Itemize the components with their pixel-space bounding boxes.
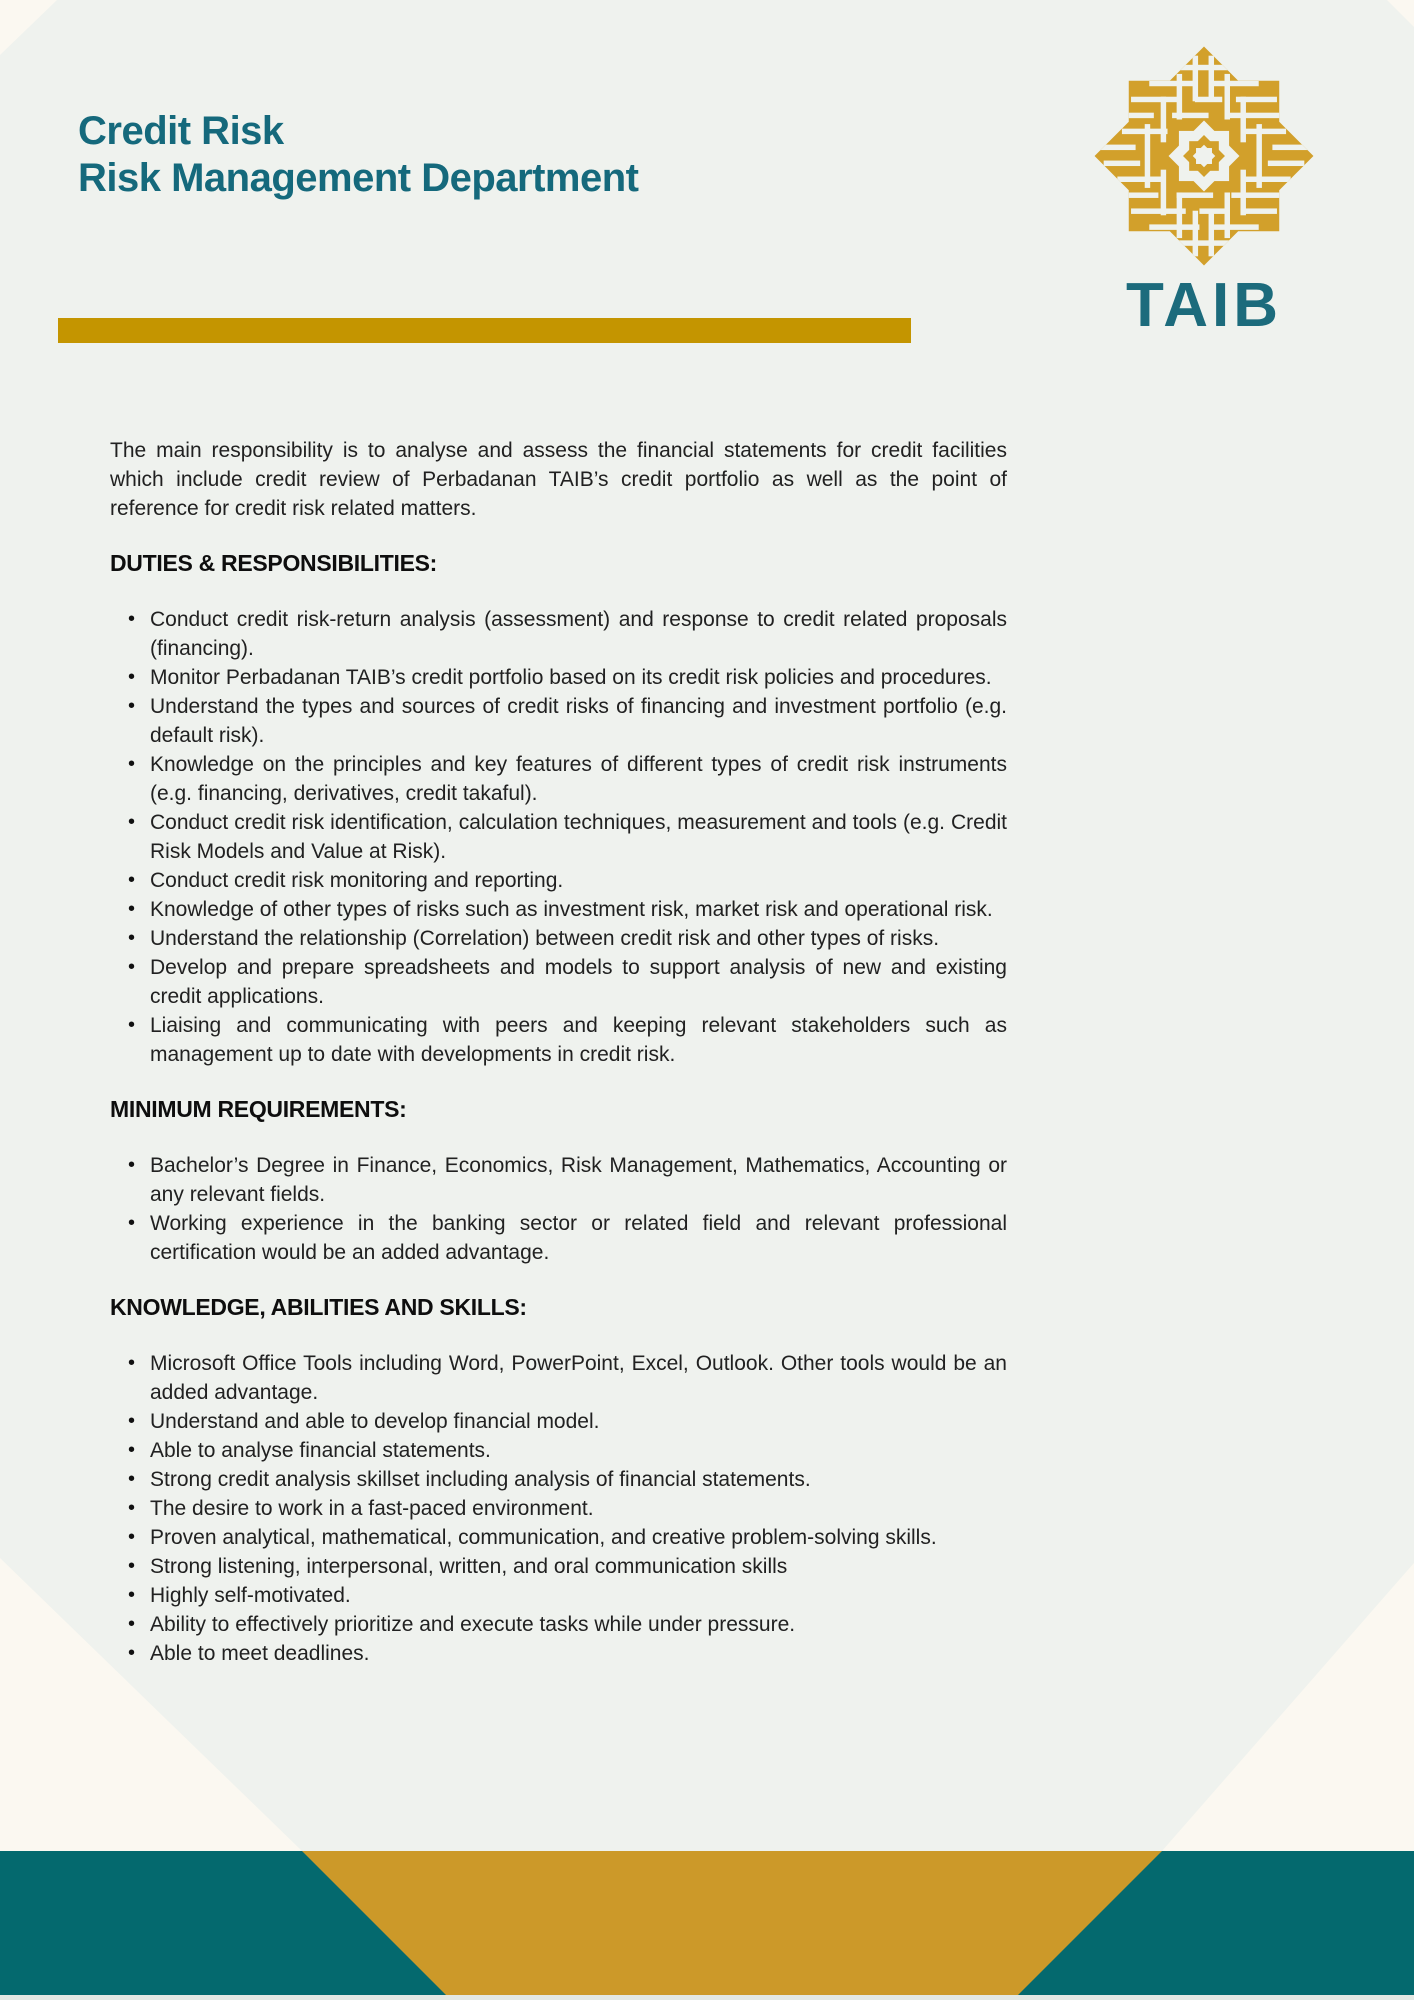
section-knowledge-skills <box>110 1295 1007 1668</box>
kufic-star-icon <box>1090 42 1318 270</box>
bottom-edge-strip <box>0 1995 1414 2000</box>
list-item: • Proven analytical, mathematical, communication, and creative problem-solving skills. <box>150 1523 1007 1552</box>
list-item: • Bachelor’s Degree in Finance, Economics, Risk Management, Mathematics, Accounting or any relevant fields. <box>150 1151 1007 1209</box>
list-item: • Knowledge on the principles and key features of different types of credit risk instruments (e.g. financing, derivatives, credit takaful). <box>150 750 1007 808</box>
list-item: • Able to meet deadlines. <box>150 1639 1007 1668</box>
bullet-list-skills <box>110 1349 1007 1668</box>
intro-paragraph: The main responsibility is to analyse and assess the financial statements for credit facilities which include credit review of Perbadanan TAIB’s credit portfolio as well as the point of reference for credit risk related matters. <box>110 439 1007 520</box>
list-item: • Understand the relationship (Correlation) between credit risk and other types of risks. <box>150 924 1007 953</box>
page-title-line1: Credit Risk <box>78 109 284 153</box>
list-item: • Strong credit analysis skillset including analysis of financial statements. <box>150 1465 1007 1494</box>
section-duties <box>110 551 1007 1069</box>
section-heading: KNOWLEDGE, ABILITIES AND SKILLS: <box>110 1294 527 1320</box>
section-heading: MINIMUM REQUIREMENTS: <box>110 1096 407 1122</box>
logo-wordmark: TAIB <box>1125 271 1283 340</box>
list-item: • Microsoft Office Tools including Word, PowerPoint, Excel, Outlook. Other tools would be an added advantage. <box>150 1349 1007 1407</box>
list-item: • Develop and prepare spreadsheets and models to support analysis of new and existing credit applications. <box>150 953 1007 1011</box>
page-title-line2: Risk Management Department <box>78 156 639 200</box>
list-item: • Understand and able to develop financial model. <box>150 1407 1007 1436</box>
list-item: • Conduct credit risk-return analysis (assessment) and response to credit related proposals (financing). <box>150 605 1007 663</box>
list-item: • Knowledge of other types of risks such as investment risk, market risk and operational risk. <box>150 895 1007 924</box>
list-item: • Conduct credit risk monitoring and reporting. <box>150 866 1007 895</box>
section-heading: DUTIES & RESPONSIBILITIES: <box>110 550 438 576</box>
list-item: • Highly self-motivated. <box>150 1581 1007 1610</box>
list-item: • Working experience in the banking sector or related field and relevant professional certification would be an added advantage. <box>150 1209 1007 1267</box>
taib-logo <box>1082 42 1326 338</box>
list-item: • The desire to work in a fast-paced environment. <box>150 1494 1007 1523</box>
list-item: • Monitor Perbadanan TAIB’s credit portfolio based on its credit risk policies and procedures. <box>150 663 1007 692</box>
page-title <box>78 108 638 202</box>
list-item: • Conduct credit risk identification, calculation techniques, measurement and tools (e.g. Credit Risk Models and Value at Risk). <box>150 808 1007 866</box>
section-minimum-requirements <box>110 1097 1007 1267</box>
gold-divider-bar <box>58 318 911 343</box>
bullet-list-duties <box>110 605 1007 1069</box>
list-item: • Able to analyse financial statements. <box>150 1436 1007 1465</box>
job-description-content <box>110 436 1007 1668</box>
list-item: • Strong listening, interpersonal, written, and oral communication skills <box>150 1552 1007 1581</box>
list-item: • Liaising and communicating with peers and keeping relevant stakeholders such as management up to date with developments in credit risk. <box>150 1011 1007 1069</box>
bullet-list-requirements <box>110 1151 1007 1267</box>
list-item: • Ability to effectively prioritize and execute tasks while under pressure. <box>150 1610 1007 1639</box>
list-item: • Understand the types and sources of credit risks of financing and investment portfolio (e.g. default risk). <box>150 692 1007 750</box>
